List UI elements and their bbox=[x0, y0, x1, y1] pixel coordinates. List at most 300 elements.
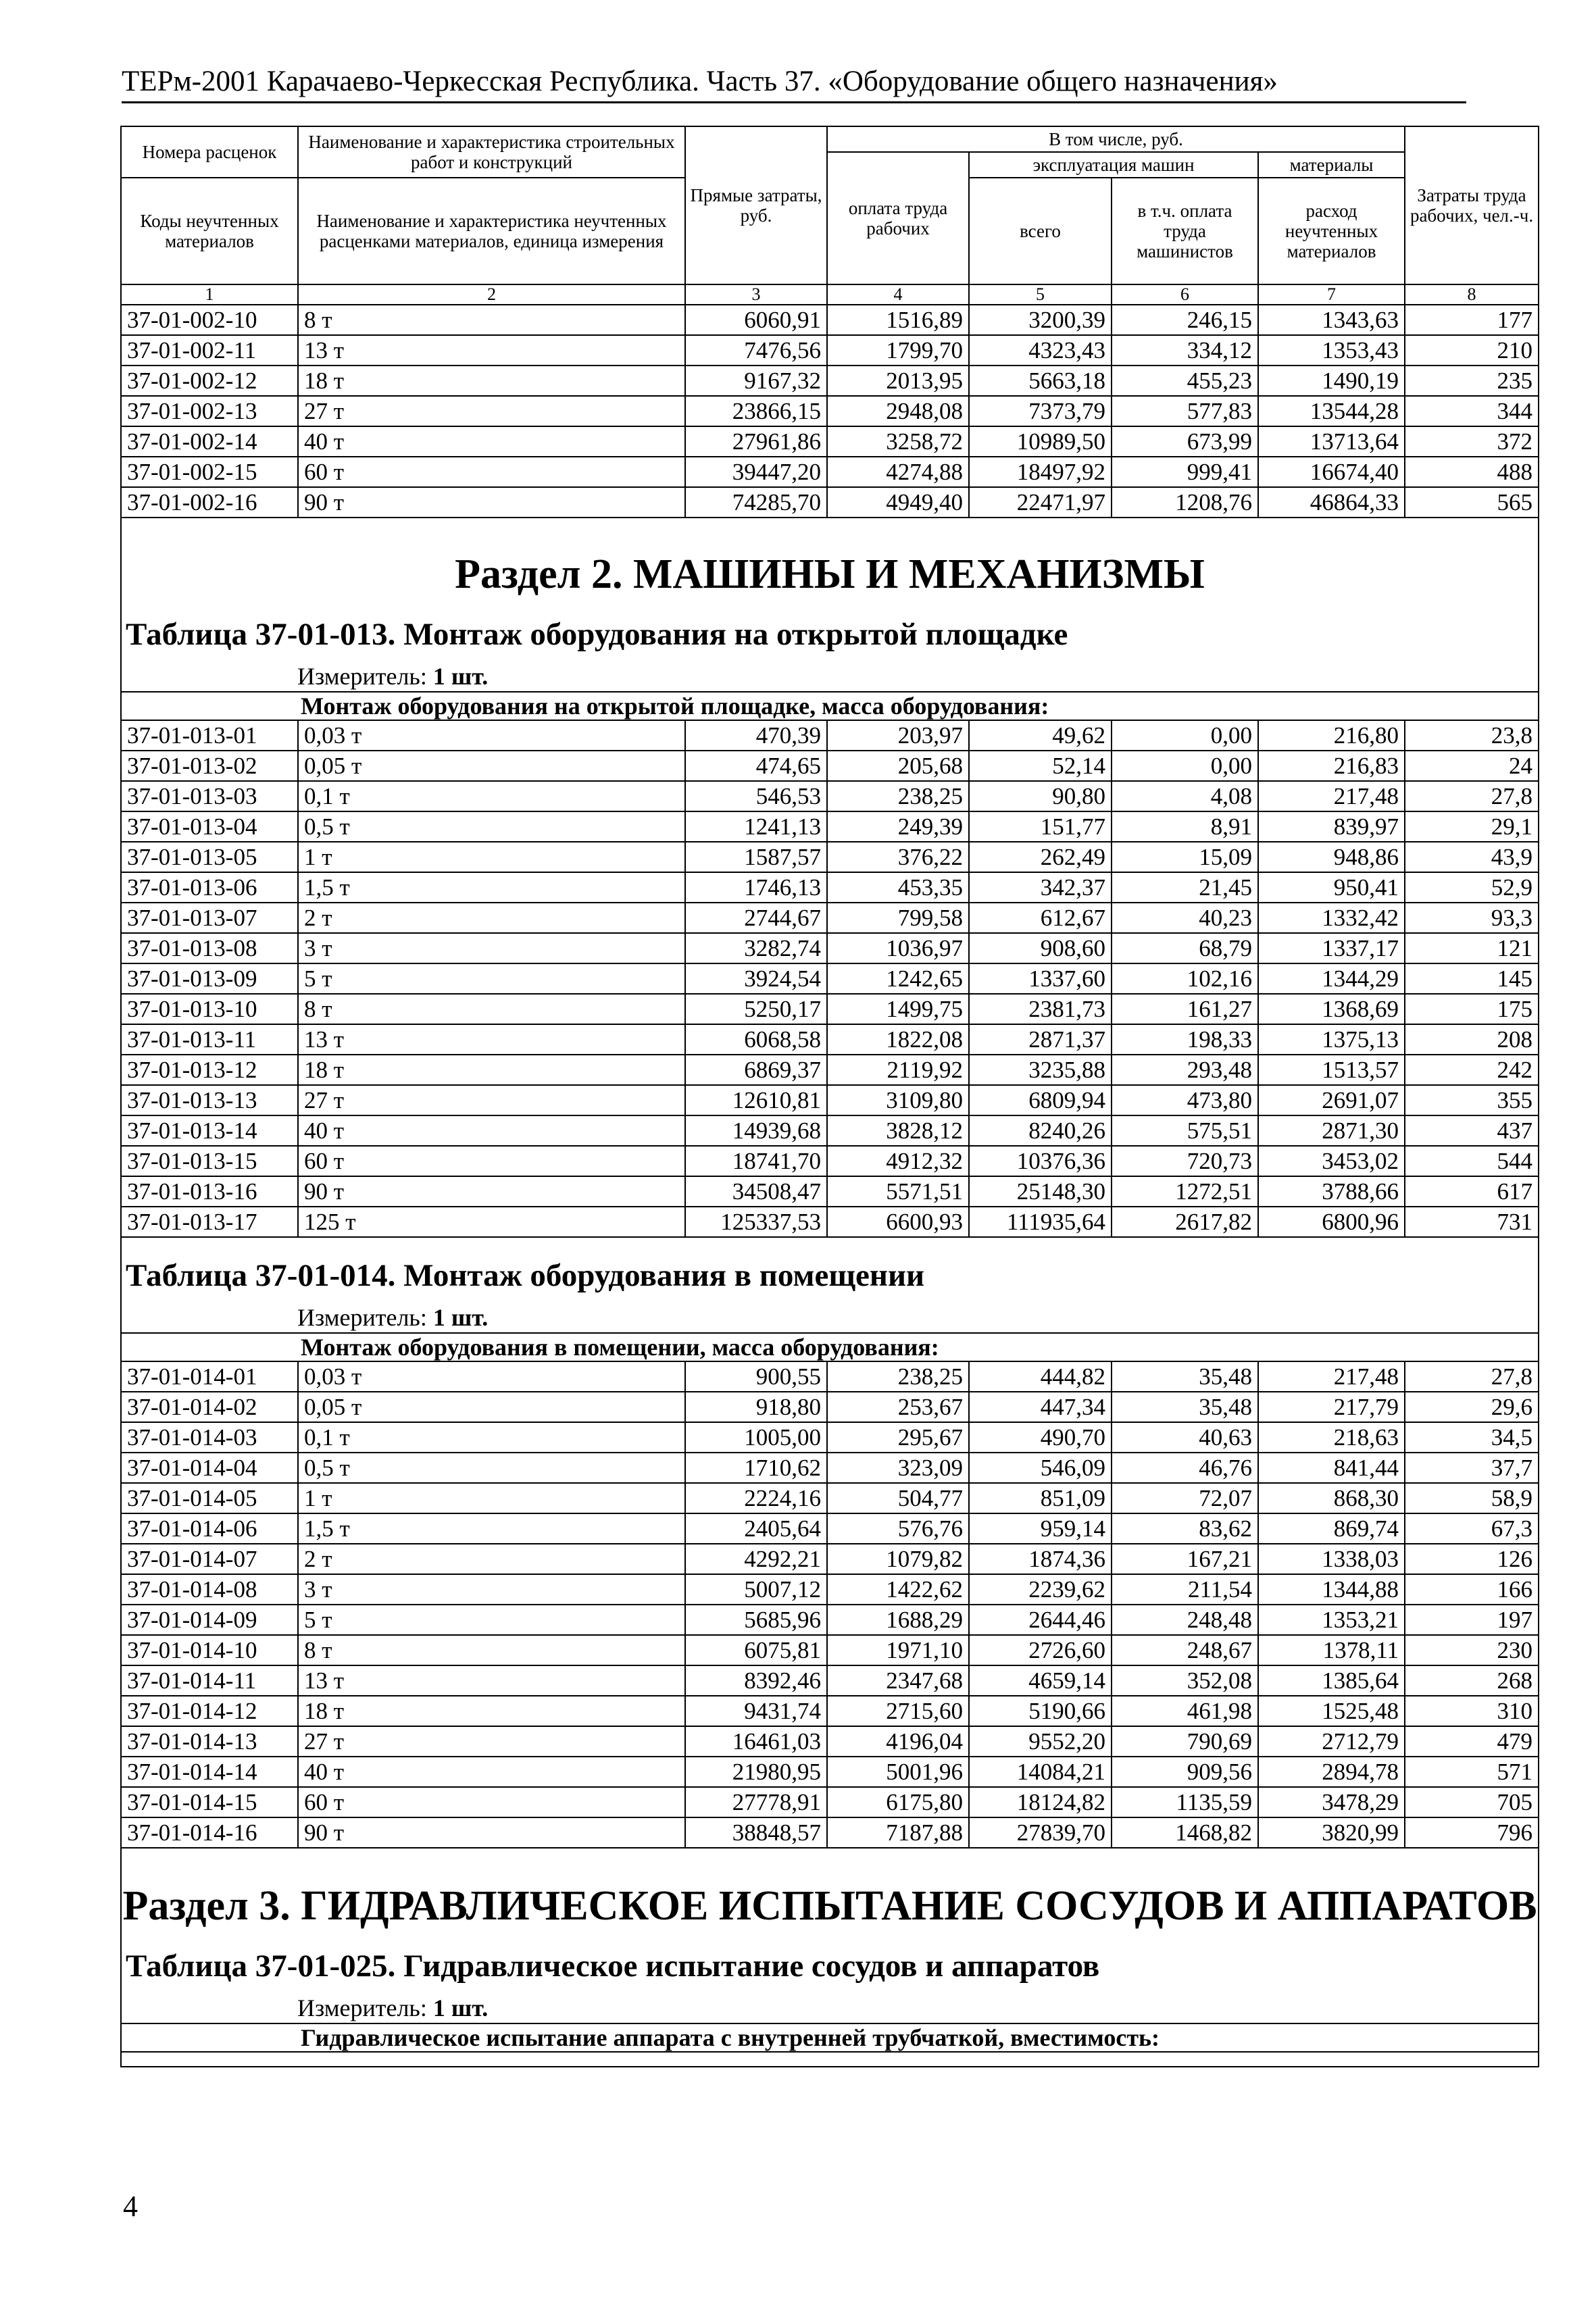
labor-hours-cell: 52,9 bbox=[1405, 872, 1539, 903]
labor-hours-cell: 43,9 bbox=[1405, 842, 1539, 872]
labor-pay-cell: 576,76 bbox=[827, 1513, 969, 1544]
rate-code-cell: 37-01-013-14 bbox=[121, 1115, 298, 1146]
unit-label: Измеритель: bbox=[297, 1994, 427, 2021]
column-number-row bbox=[121, 284, 1539, 305]
table-row bbox=[121, 1483, 1539, 1513]
column-number: 6 bbox=[1112, 284, 1258, 305]
machines-total-cell: 49,62 bbox=[969, 720, 1112, 751]
header-rule bbox=[122, 101, 1466, 103]
labor-pay-cell: 1422,62 bbox=[827, 1574, 969, 1605]
labor-pay-cell: 3109,80 bbox=[827, 1085, 969, 1115]
materials-cell: 2894,78 bbox=[1258, 1757, 1405, 1787]
rate-name-cell: 60 т bbox=[298, 1787, 685, 1817]
labor-hours-cell: 27,8 bbox=[1405, 1361, 1539, 1392]
column-number: 5 bbox=[969, 284, 1112, 305]
materials-cell: 950,41 bbox=[1258, 872, 1405, 903]
machines-total-cell: 18124,82 bbox=[969, 1787, 1112, 1817]
rate-name-cell: 0,1 т bbox=[298, 781, 685, 811]
machines-total-cell: 111935,64 bbox=[969, 1207, 1112, 1237]
rate-code-cell: 37-01-002-14 bbox=[121, 426, 298, 457]
rate-code-cell: 37-01-014-13 bbox=[121, 1726, 298, 1757]
rate-code-cell: 37-01-013-17 bbox=[121, 1207, 298, 1237]
materials-cell: 1385,64 bbox=[1258, 1665, 1405, 1696]
machines-total-cell: 262,49 bbox=[969, 842, 1112, 872]
direct-costs-cell: 38848,57 bbox=[685, 1817, 827, 1848]
rate-name-cell: 18 т bbox=[298, 1696, 685, 1726]
labor-pay-cell: 238,25 bbox=[827, 1361, 969, 1392]
table-row bbox=[121, 842, 1539, 872]
col-header-material-codes: Коды неучтенных материалов bbox=[121, 178, 298, 284]
rate-name-cell: 8 т bbox=[298, 305, 685, 335]
labor-pay-cell: 1516,89 bbox=[827, 305, 969, 335]
rate-name-cell: 0,03 т bbox=[298, 720, 685, 751]
direct-costs-cell: 900,55 bbox=[685, 1361, 827, 1392]
direct-costs-cell: 27778,91 bbox=[685, 1787, 827, 1817]
direct-costs-cell: 918,80 bbox=[685, 1392, 827, 1422]
rate-code-cell: 37-01-013-16 bbox=[121, 1176, 298, 1207]
machines-total-cell: 2644,46 bbox=[969, 1605, 1112, 1635]
labor-hours-cell: 175 bbox=[1405, 994, 1539, 1024]
labor-pay-cell: 4949,40 bbox=[827, 487, 969, 518]
materials-cell: 1375,13 bbox=[1258, 1024, 1405, 1055]
labor-pay-cell: 249,39 bbox=[827, 811, 969, 842]
machines-total-cell: 2239,62 bbox=[969, 1574, 1112, 1605]
rate-code-cell: 37-01-014-02 bbox=[121, 1392, 298, 1422]
machines-total-cell: 22471,97 bbox=[969, 487, 1112, 518]
rate-name-cell: 40 т bbox=[298, 426, 685, 457]
table-spacer-row bbox=[121, 1237, 1539, 1247]
col-header-material-names: Наименование и характеристика неучтенных расценками материалов, единица измерения bbox=[298, 178, 685, 284]
machines-total-cell: 490,70 bbox=[969, 1422, 1112, 1453]
rate-code-cell: 37-01-014-10 bbox=[121, 1635, 298, 1665]
direct-costs-cell: 9167,32 bbox=[685, 366, 827, 396]
labor-pay-cell: 4274,88 bbox=[827, 457, 969, 487]
direct-costs-cell: 5007,12 bbox=[685, 1574, 827, 1605]
labor-pay-cell: 323,09 bbox=[827, 1453, 969, 1483]
rate-code-cell: 37-01-013-06 bbox=[121, 872, 298, 903]
materials-cell: 13713,64 bbox=[1258, 426, 1405, 457]
labor-hours-cell: 372 bbox=[1405, 426, 1539, 457]
machinist-pay-cell: 46,76 bbox=[1112, 1453, 1258, 1483]
unit-measure-row bbox=[121, 1303, 1539, 1333]
materials-cell: 869,74 bbox=[1258, 1513, 1405, 1544]
table-row bbox=[121, 366, 1539, 396]
machines-total-cell: 25148,30 bbox=[969, 1176, 1112, 1207]
machines-total-cell: 10376,36 bbox=[969, 1146, 1112, 1176]
rate-code-cell: 37-01-014-08 bbox=[121, 1574, 298, 1605]
direct-costs-cell: 12610,81 bbox=[685, 1085, 827, 1115]
group-header: Монтаж оборудования в помещении, масса оборудования: bbox=[121, 1333, 1539, 1361]
machines-total-cell: 851,09 bbox=[969, 1483, 1112, 1513]
machinist-pay-cell: 790,69 bbox=[1112, 1726, 1258, 1757]
direct-costs-cell: 2224,16 bbox=[685, 1483, 827, 1513]
table-title: Таблица 37-01-025. Гидравлическое испытание сосудов и аппаратов bbox=[121, 1938, 1539, 1993]
group-header: Гидравлическое испытание аппарата с внутренней трубчаткой, вместимость: bbox=[121, 2023, 1539, 2052]
table-row bbox=[121, 1787, 1539, 1817]
labor-pay-cell: 1971,10 bbox=[827, 1635, 969, 1665]
rate-code-cell: 37-01-014-01 bbox=[121, 1361, 298, 1392]
table-row bbox=[121, 963, 1539, 994]
rate-code-cell: 37-01-014-03 bbox=[121, 1422, 298, 1453]
materials-cell: 1513,57 bbox=[1258, 1055, 1405, 1085]
labor-hours-cell: 27,8 bbox=[1405, 781, 1539, 811]
direct-costs-cell: 16461,03 bbox=[685, 1726, 827, 1757]
machinist-pay-cell: 68,79 bbox=[1112, 933, 1258, 963]
price-table-body bbox=[121, 126, 1539, 2067]
materials-cell: 1344,29 bbox=[1258, 963, 1405, 994]
rate-name-cell: 60 т bbox=[298, 1146, 685, 1176]
labor-hours-cell: 268 bbox=[1405, 1665, 1539, 1696]
labor-hours-cell: 93,3 bbox=[1405, 903, 1539, 933]
labor-pay-cell: 2347,68 bbox=[827, 1665, 969, 1696]
labor-hours-cell: 197 bbox=[1405, 1605, 1539, 1635]
rate-code-cell: 37-01-013-09 bbox=[121, 963, 298, 994]
table-row bbox=[121, 335, 1539, 366]
materials-cell: 217,48 bbox=[1258, 781, 1405, 811]
labor-hours-cell: 310 bbox=[1405, 1696, 1539, 1726]
rate-code-cell: 37-01-014-04 bbox=[121, 1453, 298, 1483]
table-title: Таблица 37-01-013. Монтаж оборудования на открытой площадке bbox=[121, 606, 1539, 661]
rate-name-cell: 1 т bbox=[298, 842, 685, 872]
materials-cell: 217,48 bbox=[1258, 1361, 1405, 1392]
machinist-pay-cell: 40,23 bbox=[1112, 903, 1258, 933]
direct-costs-cell: 3924,54 bbox=[685, 963, 827, 994]
machinist-pay-cell: 0,00 bbox=[1112, 720, 1258, 751]
table-row bbox=[121, 426, 1539, 457]
machinist-pay-cell: 461,98 bbox=[1112, 1696, 1258, 1726]
labor-pay-cell: 4196,04 bbox=[827, 1726, 969, 1757]
table-row bbox=[121, 1146, 1539, 1176]
table-row bbox=[121, 872, 1539, 903]
machinist-pay-cell: 167,21 bbox=[1112, 1544, 1258, 1574]
labor-hours-cell: 208 bbox=[1405, 1024, 1539, 1055]
section-title-row bbox=[121, 1848, 1539, 1938]
labor-pay-cell: 2119,92 bbox=[827, 1055, 969, 1085]
rate-code-cell: 37-01-013-02 bbox=[121, 751, 298, 781]
materials-cell: 841,44 bbox=[1258, 1453, 1405, 1483]
machines-total-cell: 959,14 bbox=[969, 1513, 1112, 1544]
rate-code-cell: 37-01-002-16 bbox=[121, 487, 298, 518]
machinist-pay-cell: 2617,82 bbox=[1112, 1207, 1258, 1237]
table-row bbox=[121, 994, 1539, 1024]
machines-total-cell: 27839,70 bbox=[969, 1817, 1112, 1848]
machinist-pay-cell: 577,83 bbox=[1112, 396, 1258, 426]
labor-hours-cell: 796 bbox=[1405, 1817, 1539, 1848]
materials-cell: 1525,48 bbox=[1258, 1696, 1405, 1726]
rate-name-cell: 0,1 т bbox=[298, 1422, 685, 1453]
rate-code-cell: 37-01-013-07 bbox=[121, 903, 298, 933]
table-row bbox=[121, 487, 1539, 518]
materials-cell: 216,80 bbox=[1258, 720, 1405, 751]
rate-code-cell: 37-01-013-10 bbox=[121, 994, 298, 1024]
machines-total-cell: 1337,60 bbox=[969, 963, 1112, 994]
labor-pay-cell: 2948,08 bbox=[827, 396, 969, 426]
machines-total-cell: 9552,20 bbox=[969, 1726, 1112, 1757]
direct-costs-cell: 6060,91 bbox=[685, 305, 827, 335]
direct-costs-cell: 470,39 bbox=[685, 720, 827, 751]
labor-pay-cell: 5001,96 bbox=[827, 1757, 969, 1787]
unit-measure-row bbox=[121, 1993, 1539, 2023]
labor-hours-cell: 705 bbox=[1405, 1787, 1539, 1817]
labor-pay-cell: 1822,08 bbox=[827, 1024, 969, 1055]
machinist-pay-cell: 575,51 bbox=[1112, 1115, 1258, 1146]
labor-hours-cell: 58,9 bbox=[1405, 1483, 1539, 1513]
machinist-pay-cell: 102,16 bbox=[1112, 963, 1258, 994]
table-title: Таблица 37-01-014. Монтаж оборудования в помещении bbox=[121, 1247, 1539, 1303]
table-row bbox=[121, 1453, 1539, 1483]
machinist-pay-cell: 1272,51 bbox=[1112, 1176, 1258, 1207]
direct-costs-cell: 6068,58 bbox=[685, 1024, 827, 1055]
rate-name-cell: 5 т bbox=[298, 963, 685, 994]
materials-cell: 2871,30 bbox=[1258, 1115, 1405, 1146]
materials-cell: 2691,07 bbox=[1258, 1085, 1405, 1115]
machines-total-cell: 14084,21 bbox=[969, 1757, 1112, 1787]
machines-total-cell: 2871,37 bbox=[969, 1024, 1112, 1055]
table-row bbox=[121, 1726, 1539, 1757]
direct-costs-cell: 5685,96 bbox=[685, 1605, 827, 1635]
col-header-unaccounted-materials: расход неучтенных материалов bbox=[1258, 178, 1405, 284]
table-spacer bbox=[121, 1237, 1539, 1247]
col-header-machines: эксплуатация машин bbox=[969, 152, 1258, 178]
col-header-labor-hours: Затраты труда рабочих, чел.-ч. bbox=[1405, 126, 1539, 284]
direct-costs-cell: 8392,46 bbox=[685, 1665, 827, 1696]
labor-hours-cell: 571 bbox=[1405, 1757, 1539, 1787]
materials-cell: 1344,88 bbox=[1258, 1574, 1405, 1605]
table-row bbox=[121, 1757, 1539, 1787]
direct-costs-cell: 2744,67 bbox=[685, 903, 827, 933]
col-header-codes: Номера расценок bbox=[121, 126, 298, 178]
rate-name-cell: 0,5 т bbox=[298, 1453, 685, 1483]
labor-hours-cell: 210 bbox=[1405, 335, 1539, 366]
machinist-pay-cell: 352,08 bbox=[1112, 1665, 1258, 1696]
labor-pay-cell: 1499,75 bbox=[827, 994, 969, 1024]
rate-name-cell: 125 т bbox=[298, 1207, 685, 1237]
rate-name-cell: 2 т bbox=[298, 1544, 685, 1574]
rate-code-cell: 37-01-014-09 bbox=[121, 1605, 298, 1635]
machinist-pay-cell: 40,63 bbox=[1112, 1422, 1258, 1453]
rate-code-cell: 37-01-002-12 bbox=[121, 366, 298, 396]
labor-hours-cell: 230 bbox=[1405, 1635, 1539, 1665]
rate-code-cell: 37-01-014-14 bbox=[121, 1757, 298, 1787]
labor-pay-cell: 1688,29 bbox=[827, 1605, 969, 1635]
machinist-pay-cell: 246,15 bbox=[1112, 305, 1258, 335]
materials-cell: 868,30 bbox=[1258, 1483, 1405, 1513]
rate-name-cell: 3 т bbox=[298, 933, 685, 963]
machinist-pay-cell: 999,41 bbox=[1112, 457, 1258, 487]
machines-total-cell: 2381,73 bbox=[969, 994, 1112, 1024]
group-header-row bbox=[121, 1333, 1539, 1361]
table-bottom-row bbox=[121, 2052, 1539, 2067]
labor-hours-cell: 731 bbox=[1405, 1207, 1539, 1237]
col-header-labor-pay: оплата труда рабочих bbox=[827, 152, 969, 284]
labor-pay-cell: 453,35 bbox=[827, 872, 969, 903]
table-row bbox=[121, 903, 1539, 933]
section-title-row bbox=[121, 518, 1539, 606]
rate-code-cell: 37-01-014-15 bbox=[121, 1787, 298, 1817]
machinist-pay-cell: 72,07 bbox=[1112, 1483, 1258, 1513]
machines-total-cell: 5190,66 bbox=[969, 1696, 1112, 1726]
labor-pay-cell: 799,58 bbox=[827, 903, 969, 933]
labor-hours-cell: 565 bbox=[1405, 487, 1539, 518]
machinist-pay-cell: 198,33 bbox=[1112, 1024, 1258, 1055]
rate-code-cell: 37-01-013-13 bbox=[121, 1085, 298, 1115]
materials-cell: 1378,11 bbox=[1258, 1635, 1405, 1665]
labor-pay-cell: 7187,88 bbox=[827, 1817, 969, 1848]
labor-hours-cell: 67,3 bbox=[1405, 1513, 1539, 1544]
direct-costs-cell: 546,53 bbox=[685, 781, 827, 811]
labor-pay-cell: 6175,80 bbox=[827, 1787, 969, 1817]
materials-cell: 2712,79 bbox=[1258, 1726, 1405, 1757]
rate-name-cell: 0,5 т bbox=[298, 811, 685, 842]
labor-pay-cell: 4912,32 bbox=[827, 1146, 969, 1176]
machines-total-cell: 6809,94 bbox=[969, 1085, 1112, 1115]
rate-code-cell: 37-01-014-16 bbox=[121, 1817, 298, 1848]
table-row bbox=[121, 933, 1539, 963]
rate-code-cell: 37-01-002-15 bbox=[121, 457, 298, 487]
materials-cell: 1368,69 bbox=[1258, 994, 1405, 1024]
table-row bbox=[121, 305, 1539, 335]
labor-hours-cell: 37,7 bbox=[1405, 1453, 1539, 1483]
labor-hours-cell: 121 bbox=[1405, 933, 1539, 963]
direct-costs-cell: 2405,64 bbox=[685, 1513, 827, 1544]
table-row bbox=[121, 1085, 1539, 1115]
rate-code-cell: 37-01-002-13 bbox=[121, 396, 298, 426]
labor-pay-cell: 504,77 bbox=[827, 1483, 969, 1513]
machinist-pay-cell: 1468,82 bbox=[1112, 1817, 1258, 1848]
labor-hours-cell: 617 bbox=[1405, 1176, 1539, 1207]
direct-costs-cell: 3282,74 bbox=[685, 933, 827, 963]
machinist-pay-cell: 1135,59 bbox=[1112, 1787, 1258, 1817]
materials-cell: 3453,02 bbox=[1258, 1146, 1405, 1176]
rate-code-cell: 37-01-014-12 bbox=[121, 1696, 298, 1726]
direct-costs-cell: 1241,13 bbox=[685, 811, 827, 842]
col-header-machines-total: всего bbox=[969, 178, 1112, 284]
machines-total-cell: 447,34 bbox=[969, 1392, 1112, 1422]
labor-pay-cell: 1036,97 bbox=[827, 933, 969, 963]
labor-pay-cell: 1079,82 bbox=[827, 1544, 969, 1574]
labor-pay-cell: 2013,95 bbox=[827, 366, 969, 396]
labor-pay-cell: 3828,12 bbox=[827, 1115, 969, 1146]
rate-code-cell: 37-01-002-11 bbox=[121, 335, 298, 366]
materials-cell: 1343,63 bbox=[1258, 305, 1405, 335]
group-header-row bbox=[121, 2023, 1539, 2052]
table-row bbox=[121, 751, 1539, 781]
table-title-row bbox=[121, 1938, 1539, 1993]
machinist-pay-cell: 161,27 bbox=[1112, 994, 1258, 1024]
machinist-pay-cell: 1208,76 bbox=[1112, 487, 1258, 518]
machines-total-cell: 1874,36 bbox=[969, 1544, 1112, 1574]
labor-hours-cell: 177 bbox=[1405, 305, 1539, 335]
labor-hours-cell: 235 bbox=[1405, 366, 1539, 396]
direct-costs-cell: 34508,47 bbox=[685, 1176, 827, 1207]
machines-total-cell: 5663,18 bbox=[969, 366, 1112, 396]
direct-costs-cell: 1710,62 bbox=[685, 1453, 827, 1483]
rate-code-cell: 37-01-013-15 bbox=[121, 1146, 298, 1176]
rate-name-cell: 13 т bbox=[298, 335, 685, 366]
labor-hours-cell: 242 bbox=[1405, 1055, 1539, 1085]
direct-costs-cell: 4292,21 bbox=[685, 1544, 827, 1574]
col-header-direct-costs: Прямые затраты, руб. bbox=[685, 126, 827, 284]
labor-hours-cell: 355 bbox=[1405, 1085, 1539, 1115]
machinist-pay-cell: 334,12 bbox=[1112, 335, 1258, 366]
rate-name-cell: 0,05 т bbox=[298, 1392, 685, 1422]
table-row bbox=[121, 1635, 1539, 1665]
table-row bbox=[121, 1817, 1539, 1848]
labor-pay-cell: 2715,60 bbox=[827, 1696, 969, 1726]
rate-code-cell: 37-01-013-03 bbox=[121, 781, 298, 811]
table-row bbox=[121, 1605, 1539, 1635]
rate-name-cell: 1,5 т bbox=[298, 1513, 685, 1544]
direct-costs-cell: 9431,74 bbox=[685, 1696, 827, 1726]
machinist-pay-cell: 4,08 bbox=[1112, 781, 1258, 811]
machines-total-cell: 7373,79 bbox=[969, 396, 1112, 426]
direct-costs-cell: 39447,20 bbox=[685, 457, 827, 487]
unit-label: Измеритель: bbox=[297, 663, 427, 690]
column-number: 7 bbox=[1258, 284, 1405, 305]
rate-code-cell: 37-01-013-11 bbox=[121, 1024, 298, 1055]
machinist-pay-cell: 0,00 bbox=[1112, 751, 1258, 781]
rate-name-cell: 1,5 т bbox=[298, 872, 685, 903]
materials-cell: 1490,19 bbox=[1258, 366, 1405, 396]
labor-pay-cell: 238,25 bbox=[827, 781, 969, 811]
rate-code-cell: 37-01-013-01 bbox=[121, 720, 298, 751]
machinist-pay-cell: 673,99 bbox=[1112, 426, 1258, 457]
group-header-row bbox=[121, 692, 1539, 720]
labor-pay-cell: 205,68 bbox=[827, 751, 969, 781]
machines-total-cell: 3200,39 bbox=[969, 305, 1112, 335]
machinist-pay-cell: 455,23 bbox=[1112, 366, 1258, 396]
materials-cell: 217,79 bbox=[1258, 1392, 1405, 1422]
materials-cell: 46864,33 bbox=[1258, 487, 1405, 518]
table-title-row bbox=[121, 1247, 1539, 1303]
machines-total-cell: 4323,43 bbox=[969, 335, 1112, 366]
labor-pay-cell: 253,67 bbox=[827, 1392, 969, 1422]
rate-code-cell: 37-01-002-10 bbox=[121, 305, 298, 335]
machinist-pay-cell: 35,48 bbox=[1112, 1361, 1258, 1392]
machinist-pay-cell: 293,48 bbox=[1112, 1055, 1258, 1085]
table-row bbox=[121, 1207, 1539, 1237]
labor-pay-cell: 5571,51 bbox=[827, 1176, 969, 1207]
rate-name-cell: 13 т bbox=[298, 1024, 685, 1055]
machines-total-cell: 444,82 bbox=[969, 1361, 1112, 1392]
labor-pay-cell: 295,67 bbox=[827, 1422, 969, 1453]
machinist-pay-cell: 248,48 bbox=[1112, 1605, 1258, 1635]
rate-code-cell: 37-01-013-08 bbox=[121, 933, 298, 963]
page-number: 4 bbox=[123, 2190, 138, 2223]
col-header-including: В том числе, руб. bbox=[827, 126, 1405, 152]
table-row bbox=[121, 1422, 1539, 1453]
rate-name-cell: 2 т bbox=[298, 903, 685, 933]
materials-cell: 3788,66 bbox=[1258, 1176, 1405, 1207]
direct-costs-cell: 14939,68 bbox=[685, 1115, 827, 1146]
materials-cell: 216,83 bbox=[1258, 751, 1405, 781]
labor-hours-cell: 488 bbox=[1405, 457, 1539, 487]
labor-hours-cell: 544 bbox=[1405, 1146, 1539, 1176]
unit-measure bbox=[121, 1993, 1539, 2023]
table-row bbox=[121, 1392, 1539, 1422]
direct-costs-cell: 6075,81 bbox=[685, 1635, 827, 1665]
col-header-materials: материалы bbox=[1258, 152, 1405, 178]
machines-total-cell: 2726,60 bbox=[969, 1635, 1112, 1665]
machines-total-cell: 4659,14 bbox=[969, 1665, 1112, 1696]
machinist-pay-cell: 35,48 bbox=[1112, 1392, 1258, 1422]
rate-name-cell: 18 т bbox=[298, 1055, 685, 1085]
labor-hours-cell: 126 bbox=[1405, 1544, 1539, 1574]
machinist-pay-cell: 21,45 bbox=[1112, 872, 1258, 903]
rate-name-cell: 90 т bbox=[298, 1176, 685, 1207]
section-title: Раздел 3. ГИДРАВЛИЧЕСКОЕ ИСПЫТАНИЕ СОСУДОВ И АППАРАТОВ bbox=[121, 1848, 1539, 1938]
machines-total-cell: 342,37 bbox=[969, 872, 1112, 903]
